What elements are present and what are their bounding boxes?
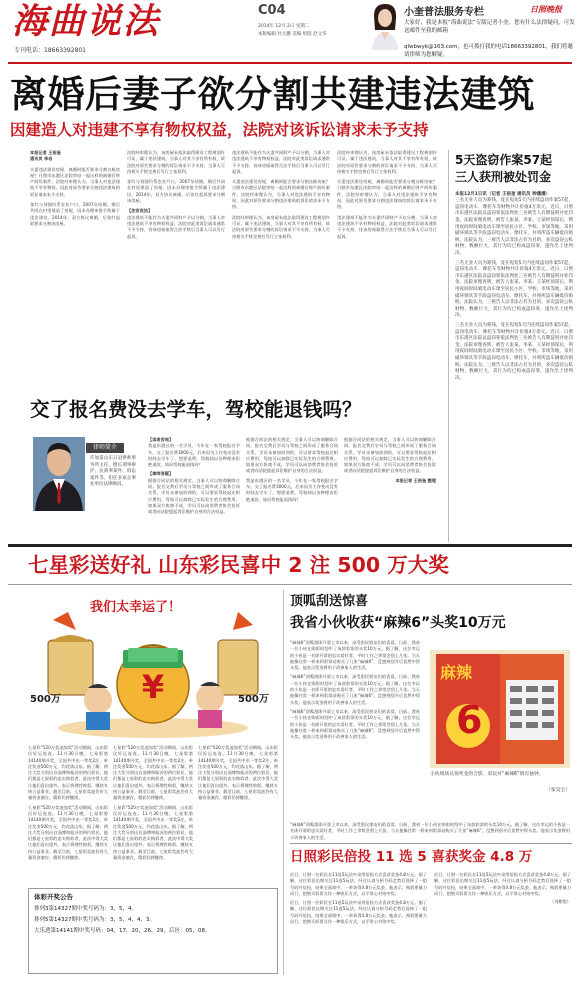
sidebar-body: 三名无业人员为筹钱，竟在短短5天内连续盗窃作案57起，盗窃电动车、摩托车等财物共计价值4万余元。近日，日照市东港区法院以盗窃罪依法判处三名被告人有期徒刑并处罚金。法院审理查明，被告人张某、李某、王某经预谋后，利用夜间时间骑电动车窜至居民小区、学校、市场等地，采用破坏锁具等手段盗窃电动车、摩托车，并将所盗车辆低价销赃。法院认为，三被告人以非法占有为目的，多次盗窃公私财物，数额巨大，其行为均已构成盗窃罪，遂作出上述判决。: [455, 260, 573, 319]
sidebar-case: [455, 152, 573, 542]
masthead: [0, 0, 580, 64]
lawyer-answer: 根据合同法的相关规定，当事人可以协商解除合同。报名交费后学员与驾校之间形成了服务合同关系，学员未参加培训的，可以要求驾校退还相应费用，驾校可以扣除已实际发生的合理费用。如果双方协商不成，学员可以向消费者协会投诉或者向法院提起诉讼维护自身的合法权益。: [246, 437, 338, 474]
lawyer-tag-label: 律师简介: [92, 444, 117, 451]
scratch-paragraph: “麻辣6”顶呱刮即开票上市以来，深受彩民朋友们的喜爱。日前，我省一位小伙在购彩时刮中了该款彩票的头奖10万元。据了解，这位幸运的小伙是一名即开票的忠实爱好者，平时工作之余常会刮上几张。当天他像往常一样来到彩票站购买了几张“麻辣6”，没想到刮开后竟然中得头奖。他表示奖金将用于改善家人的生活。: [290, 640, 420, 671]
lead-subhead: 因建造人对违建不享有物权权益，法院对该诉讼请求未予支持: [10, 121, 429, 139]
scratch-credit: （张昊宝）: [546, 788, 570, 793]
brand-logo: 日照晚报: [530, 5, 562, 14]
scratch-body-cont: [290, 822, 570, 842]
scratch-paragraph: “麻辣6”顶呱刮即开票上市以来，深受彩民朋友们的喜爱。日前，我省一位小伙在购彩时刮中了该款彩票的头奖10万元。据了解，这位幸运的小伙是一名即开票的忠实爱好者，平时工作之余常会刮上几张。当天他像往常一样来到彩票站购买了几张“麻辣6”，没想到刮开后竟然中得头奖。他表示奖金将用于改善家人的生活。: [290, 708, 420, 740]
lawyer-photo: [33, 437, 85, 511]
scratch-caption: 小伙现场兑领奖金的合影，彩民对“麻辣6”情有独钟。: [430, 772, 544, 777]
rizhao-paragraph: 近日，日照一位彩民在11选5玩法中采用倍投方式喜获奖金4.8万元。据了解，这位彩民长期关注11选5玩法，经过认真分析号码走势后选择了一组号码并倍投，结果全部命中，一举获得4.8万元奖金。他表示，购彩要量力而行，把购买彩票当作一种娱乐方式，以平常心对待中奖。: [290, 872, 427, 896]
card-title: 麻辣: [440, 663, 473, 682]
lead-paragraph: 法院经审理认为，该房屋未依法取得建设工程规划许可证，属于违法建筑，当事人对其不享有所有权，故法院对原告要求分割的诉讼请求不予支持，当事人可待相关手续完善后另行主张权利。: [337, 150, 437, 174]
lead-paragraph: 夫妻违法建设房屋，离婚时能否要求分割这栋房屋？日照市东港区法院审结一起这样的离婚后财产纠纷案件。法院经审理认为，当事人对违法建筑不享有物权，因此对原告要求分割违法建筑的诉讼请求未予支持。: [30, 166, 120, 197]
rizhao-credit: （刘紫悦）: [550, 899, 571, 905]
rizhao-body: [290, 872, 572, 974]
lawyer-bio: 许加雷山东日冠律师事务所主任，擅长刑事辩护、民商事案件、诉讼案件等，担任多家企事业单位法律顾问。: [90, 456, 136, 487]
issue-date: 2014年 12月 2日 星期二: [258, 24, 310, 29]
lead-headline: 离婚后妻子欲分割共建违法建筑: [10, 73, 535, 116]
lottery-body: [28, 745, 278, 885]
lead-paragraph: 张红与刘强均系农业户口，2007年结婚，婚后共同在村里建造了房屋，因未办理审批手续属于违法建设。2014年，双方协议离婚，后张红起诉要求分割该房屋。: [127, 179, 225, 204]
lead-section-label: 【法官说法】: [127, 208, 153, 214]
lottery-art-title: 我们太幸运了！: [90, 600, 182, 615]
lead-paragraph: 违法建筑不能作为夫妻共同财产予以分割，当事人对违法建筑不享有物权权益，法院对此类诉讼请求通常不予支持，待该房屋取得合法手续后当事人可以另行起诉。: [232, 150, 330, 174]
answer-label: 【律师答疑】: [148, 471, 174, 477]
lead-paragraph: 违法建筑不能作为夫妻共同财产予以分割，当事人对违法建筑不享有物权权益，法院对此类诉讼请求通常不予支持，待该房屋取得合法手续后当事人可以另行起诉。: [127, 214, 225, 239]
prize-label: 500万: [30, 694, 61, 705]
lawyer-answer: 根据合同法的相关规定，当事人可以协商解除合同。报名交费后学员与驾校之间形成了服务合同关系，学员未参加培训的，可以要求驾校退还相应费用，驾校可以扣除已实际发生的合理费用。如果双方协商不成，学员可以向消费者协会投诉或者向法院提起诉讼维护自身的合法权益。: [344, 437, 436, 474]
rizhao-paragraph: 近日，日照一位彩民在11选5玩法中采用倍投方式喜获奖金4.8万元。据了解，这位彩民长期关注11选5玩法，经过认真分析号码走势后选择了一组号码并倍投，结果全部命中，一举获得4.8万元奖金。他表示，购彩要量力而行，把购买彩票当作一种娱乐方式，以平常心对待中奖。: [434, 872, 571, 896]
rizhao-headline: 日照彩民倍投 11 选 5 喜获奖金 4.8 万: [290, 849, 533, 865]
scratch-paragraph: “麻辣6”顶呱刮即开票上市以来，深受彩民朋友们的喜爱。日前，我省一位小伙在购彩时刮中了该款彩票的头奖10万元。据了解，这位幸运的小伙是一名即开票的忠实爱好者，平时工作之余常会刮上几张。当天他像往常一样来到彩票站购买了几张“麻辣6”，没想到刮开后竟然中得头奖。他表示奖金将用于改善家人的生活。: [290, 822, 570, 840]
reader-question: 我是东港区的一名学员，今年在一家驾校报名学车，交了报名费3000元，后来因为工作变动没有时间去学车了，想要退费，驾校却以各种理由拒绝退款，请问驾校能退钱吗？: [246, 477, 338, 502]
column-contact: qlwbwyk@163.com，也可拨打我的电话18663392801，我们将邀请律师为您解疑。: [404, 44, 573, 58]
scratch-headline: 顶呱刮送惊喜: [290, 594, 369, 609]
scratch-paragraph: “麻辣6”顶呱刮即开票上市以来，深受彩民朋友们的喜爱。日前，我省一位小伙在购彩时刮中了该款彩票的头奖10万元。据了解，这位幸运的小伙是一名即开票的忠实爱好者，平时工作之余常会刮上几张。当天他像往常一样来到彩票站购买了几张“麻辣6”，没想到刮开后竟然中得头奖。他表示奖金将用于改善家人的生活。: [290, 674, 420, 705]
lead-paragraph: 夫妻违法建设房屋，离婚时能否要求分割这栋房屋？日照市东港区法院审结一起这样的离婚后财产纠纷案件。法院经审理认为，当事人对违法建筑不享有物权，因此对原告要求分割违法建筑的诉讼请求未予支持。: [232, 179, 330, 210]
lead-paragraph: 张红与刘强均系农业户口，2007年结婚，婚后共同在村里建造了房屋，因未办理审批手续属于违法建设。2014年，双方协议离婚，后张红起诉要求分割该房屋。: [30, 202, 120, 226]
bulletin-line: 排列5第14327期中奖号码为：3，5，4，4，3。: [34, 917, 155, 923]
reporter-avatar: [370, 2, 400, 50]
lawyer-answer: 根据合同法的相关规定，当事人可以协商解除合同。报名交费后学员与驾校之间形成了服务合同关系，学员未参加培训的，可以要求驾校退还相应费用，驾校可以扣除已实际发生的合理费用。如果双方协商不成，学员可以向消费者协会投诉或者向法院提起诉讼维护自身的合法权益。: [148, 477, 240, 515]
lead-byline: 本报记者 王裕奎 通讯员 李岩: [30, 150, 61, 162]
column-title: 小奎普法服务专栏: [404, 7, 484, 18]
page-number: C04: [258, 3, 286, 18]
lottery-rule: [8, 544, 572, 547]
sidebar-body: 三名无业人员为筹钱，竟在短短5天内连续盗窃作案57起，盗窃电动车、摩托车等财物共计价值4万余元。近日，日照市东港区法院以盗窃罪依法判处三名被告人有期徒刑并处罚金。法院审理查明，被告人张某、李某、王某经预谋后，利用夜间时间骑电动车窜至居民小区、学校、市场等地，采用破坏锁具等手段盗窃电动车、摩托车，并将所盗车辆低价销赃。法院认为，三被告人以非法占有为目的，多次盗窃公私财物，数额巨大，其行为均已构成盗窃罪，遂作出上述判决。: [455, 322, 573, 381]
lead-paragraph: 法院经审理认为，该房屋未依法取得建设工程规划许可证，属于违法建筑，当事人对其不享有所有权，故法院对原告要求分割的诉讼请求不予支持，当事人可待相关手续完善后另行主张权利。: [232, 214, 330, 239]
sidebar-headline: 5天盗窃作案57起 三人获刑被处罚金: [455, 153, 553, 184]
masthead-rule: [8, 62, 572, 64]
lottery-paragraph: 七星彩“520万奖池加奖”活动期间，山东彩民好运连连。11月30日晚，七星彩第14140期开奖，全国共中出一等奖2注，单注奖金500万元，均花落山东。据了解，两注大奖分别出自淄博和临沂的两位彩民，他们都是七星彩的忠实购彩者，此次中得大奖让他们喜出望外，表示将理性购彩，继续支持公益事业。截至目前，七星彩奖池仍有大量资金滚存，精彩仍将继续。: [198, 745, 278, 801]
lead-body: [30, 150, 440, 388]
scratch-body: [290, 640, 420, 820]
question-label: 【读者咨询】: [148, 437, 174, 442]
lead-paragraph: 法院经审理认为，该房屋未依法取得建设工程规划许可证，属于违法建筑，当事人对其不享有所有权，故法院对原告要求分割的诉讼请求不予支持，当事人可待相关手续完善后另行主张权利。: [127, 150, 225, 174]
editors-credit: 本版编辑 杜元鹏 美编 组版 赵文华: [258, 32, 327, 37]
sidebar-divider: [448, 150, 449, 542]
lottery-paragraph: 七星彩“520万奖池加奖”活动期间，山东彩民好运连连。11月30日晚，七星彩第14140期开奖，全国共中出一等奖2注，单注奖金500万元，均花落山东。据了解，两注大奖分别出自淄博和临沂的两位彩民，他们都是七星彩的忠实购彩者，此次中得大奖让他们喜出望外，表示将理性购彩，继续支持公益事业。截至目前，七星彩奖池仍有大量资金滚存，精彩仍将继续。: [113, 804, 193, 861]
rizhao-paragraph: 近日，日照一位彩民在11选5玩法中采用倍投方式喜获奖金4.8万元。据了解，这位彩民长期关注11选5玩法，经过认真分析号码走势后选择了一组号码并倍投，结果全部命中，一举获得4.8万元奖金。他表示，购彩要量力而行，把购买彩票当作一种娱乐方式，以平常心对待中奖。: [290, 900, 427, 925]
section-logo: 海曲说法: [12, 2, 161, 42]
consult-headline: 交了报名费没去学车，驾校能退钱吗？: [30, 398, 362, 421]
lottery-bulletin: [28, 888, 278, 974]
consult-credit: 本报记者 王裕奎 整理: [395, 477, 436, 483]
bulletin-title: 体彩开奖公告: [34, 893, 73, 901]
scratch-subhead: 我省小伙收获“麻辣6”头奖10万元: [290, 615, 506, 631]
right-divider: [283, 590, 284, 975]
card-number: 6: [456, 698, 483, 742]
lottery-paragraph: 七星彩“520万奖池加奖”活动期间，山东彩民好运连连。11月30日晚，七星彩第14140期开奖，全国共中出一等奖2注，单注奖金500万元，均花落山东。据了解，两注大奖分别出自淄博和临沂的两位彩民，他们都是七星彩的忠实购彩者，此次中得大奖让他们喜出望外，表示将理性购彩，继续支持公益事业。截至目前，七星彩奖池仍有大量资金滚存，精彩仍将继续。: [28, 745, 108, 801]
lottery-paragraph: 七星彩“520万奖池加奖”活动期间，山东彩民好运连连。11月30日晚，七星彩第14140期开奖，全国共中出一等奖2注，单注奖金500万元，均花落山东。据了解，两注大奖分别出自淄博和临沂的两位彩民，他们都是七星彩的忠实购彩者，此次中得大奖让他们喜出望外，表示将理性购彩，继续支持公益事业。截至目前，七星彩奖池仍有大量资金滚存，精彩仍将继续。: [113, 745, 193, 801]
reader-question: 我是东港区的一名学员，今年在一家驾校报名学车，交了报名费3000元，后来因为工作变动没有时间去学车了，想要退费，驾校却以各种理由拒绝退款，请问驾校能退钱吗？: [148, 443, 240, 468]
lottery-art: [28, 590, 278, 740]
rizhao-rule: [290, 843, 572, 844]
svg-text:¥: ¥: [141, 668, 165, 706]
lottery-paragraph: 七星彩“520万奖池加奖”活动期间，山东彩民好运连连。11月30日晚，七星彩第14140期开奖，全国共中出一等奖2注，单注奖金500万元，均花落山东。据了解，两注大奖分别出自淄博和临沂的两位彩民，他们都是七星彩的忠实购彩者，此次中得大奖让他们喜出望外，表示将理性购彩，继续支持公益事业。截至目前，七星彩奖池仍有大量资金滚存，精彩仍将继续。: [28, 804, 108, 861]
lead-paragraph: 违法建筑不能作为夫妻共同财产予以分割，当事人对违法建筑不享有物权权益，法院对此类诉讼请求通常不予支持，待该房屋取得合法手续后当事人可以另行起诉。: [337, 214, 437, 239]
lottery-headline: 七星彩送好礼 山东彩民喜中 2 注 500 万大奖: [28, 553, 449, 577]
lawyer-tag: [86, 443, 124, 453]
lead-paragraph: 夫妻违法建设房屋，离婚时能否要求分割这栋房屋？日照市东港区法院审结一起这样的离婚后财产纠纷案件。法院经审理认为，当事人对违法建筑不享有物权，因此对原告要求分割违法建筑的诉讼请求未予支持。: [337, 179, 437, 210]
sidebar-byline: 本报12月1日讯（记者 王裕奎 通讯员 种潘潘）: [455, 192, 551, 197]
sidebar-body: 三名无业人员为筹钱，竟在短短5天内连续盗窃作案57起，盗窃电动车、摩托车等财物共计价值4万余元。近日，日照市东港区法院以盗窃罪依法判处三名被告人有期徒刑并处罚金。法院审理查明，被告人张某、李某、王某经预谋后，利用夜间时间骑电动车窜至居民小区、学校、市场等地，采用破坏锁具等手段盗窃电动车、摩托车，并将所盗车辆低价销赃。法院认为，三被告人以非法占有为目的，多次盗窃公私财物，数额巨大，其行为均已构成盗窃罪，遂作出上述判决。: [455, 198, 573, 257]
lottery-rule-bottom: [8, 584, 572, 585]
hotline: 专刊电话：18663392801: [14, 47, 86, 54]
bulletin-line: 大乐透第14141期中奖号码：04，17，20，26，29，后区：05，08。: [34, 928, 211, 934]
prize-label: 500万: [238, 694, 269, 705]
consult-body: [148, 437, 438, 540]
bulletin-line: 排列3第14327期中奖号码为：3，5，4。: [34, 906, 137, 912]
column-intro: 大家好，我是本报“海曲说法”专版记者小奎。您有什么法律疑问，可发送邮件至我的邮箱: [404, 20, 575, 34]
scratch-card-image: [430, 650, 570, 768]
